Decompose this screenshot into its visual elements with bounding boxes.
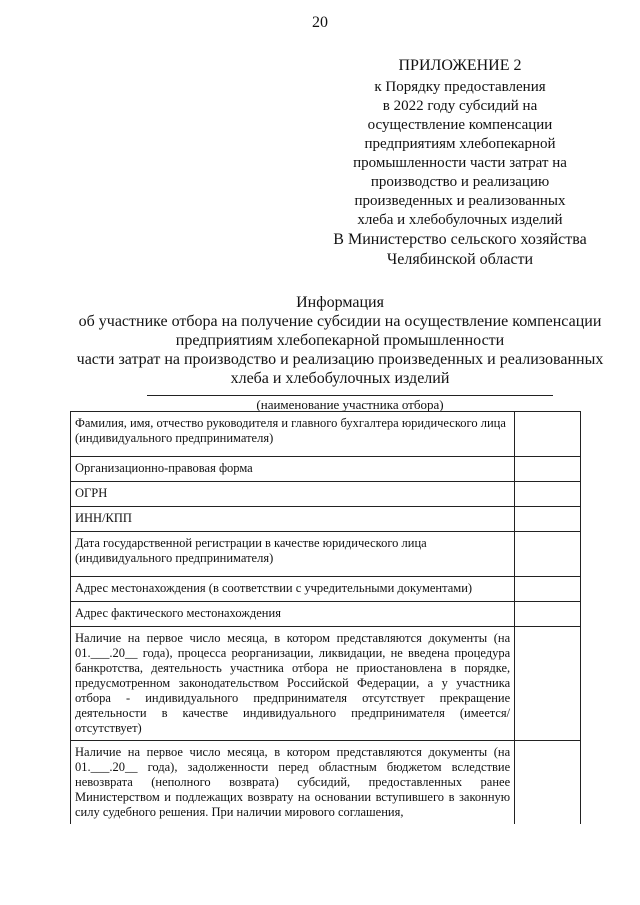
recipient-block: [320, 230, 600, 270]
appendix-line: производство и реализацию: [370, 174, 550, 190]
recipient-line: В Министерство сельского хозяйства: [333, 231, 587, 248]
table-row: [71, 627, 581, 741]
page-number: 20: [312, 14, 328, 31]
table-row-label: Фамилия, имя, отчество руководителя и главного бухгалтера юридического лица (индивидуального предпринимателя): [71, 412, 515, 457]
appendix-line: осуществление компенсации: [367, 117, 553, 133]
table-row-label: ИНН/КПП: [71, 507, 515, 532]
table-row: [71, 602, 581, 627]
table-row: [71, 412, 581, 457]
table-row-value: [515, 741, 581, 825]
appendix-line: промышленности части затрат на: [353, 155, 567, 171]
table-row-value: [515, 577, 581, 602]
title-line: части затрат на производство и реализацию произведенных и реализованных: [76, 351, 604, 368]
table-row-value: [515, 627, 581, 741]
table-row-label: Наличие на первое число месяца, в котором представляются документы (на 01.___.20__ года), процесса реорганизации, ликвидации, не введена процедура банкротства, деятельность участника отбора не приостановлена в порядке, предусмотренном законодательством Российской Федерации, а у участника отбора - индивидуального предпринимателя отсутствует прекращение деятельности в качестве индивидуального предпринимателя (имеется/отсутствует): [71, 627, 515, 741]
table-row-value: [515, 412, 581, 457]
appendix-line: в 2022 году субсидий на: [382, 98, 538, 114]
table-row-label: Организационно-правовая форма: [71, 457, 515, 482]
appendix-line: предприятиям хлебопекарной: [364, 136, 556, 152]
table-row: [71, 741, 581, 825]
table-row: [71, 532, 581, 577]
appendix-heading: ПРИЛОЖЕНИЕ 2: [398, 57, 522, 74]
participant-name-line: [147, 395, 553, 396]
table-row-value: [515, 602, 581, 627]
title-line: предприятиям хлебопекарной промышленности: [175, 332, 505, 349]
table-row-label: Дата государственной регистрации в качестве юридического лица (индивидуального предпринимателя): [71, 532, 515, 577]
table-row-label: Адрес фактического местонахождения: [71, 602, 515, 627]
table-row: [71, 457, 581, 482]
table-row: [71, 507, 581, 532]
table-row-label: Адрес местонахождения (в соответствии с учредительными документами): [71, 577, 515, 602]
table-row-value: [515, 482, 581, 507]
table-row-label: ОГРН: [71, 482, 515, 507]
title-line: Информация: [296, 294, 384, 311]
document-title: [40, 293, 640, 388]
appendix-line: произведенных и реализованных: [354, 193, 566, 209]
table-row-label: Наличие на первое число месяца, в котором представляются документы (на 01.___.20__ года), задолженности перед областным бюджетом вследствие невозврата (неполного возврата) субсидий, предоставленных ранее Министерством и подлежащих возврату на основании вступившего в законную силу судебного решения. При наличии мирового соглашения,: [71, 741, 515, 825]
table-row-value: [515, 532, 581, 577]
table-row-value: [515, 457, 581, 482]
participant-name-caption: (наименование участника отбора): [256, 397, 444, 412]
appendix-block: [330, 56, 590, 230]
recipient-line: Челябинской области: [386, 251, 534, 268]
title-line: хлеба и хлебобулочных изделий: [230, 370, 450, 387]
appendix-line: хлеба и хлебобулочных изделий: [357, 212, 563, 228]
appendix-line: к Порядку предоставления: [374, 79, 546, 95]
table-row: [71, 577, 581, 602]
table-row: [71, 482, 581, 507]
info-table: [70, 411, 581, 824]
title-line: об участнике отбора на получение субсидии на осуществление компенсации: [78, 313, 602, 330]
table-row-value: [515, 507, 581, 532]
